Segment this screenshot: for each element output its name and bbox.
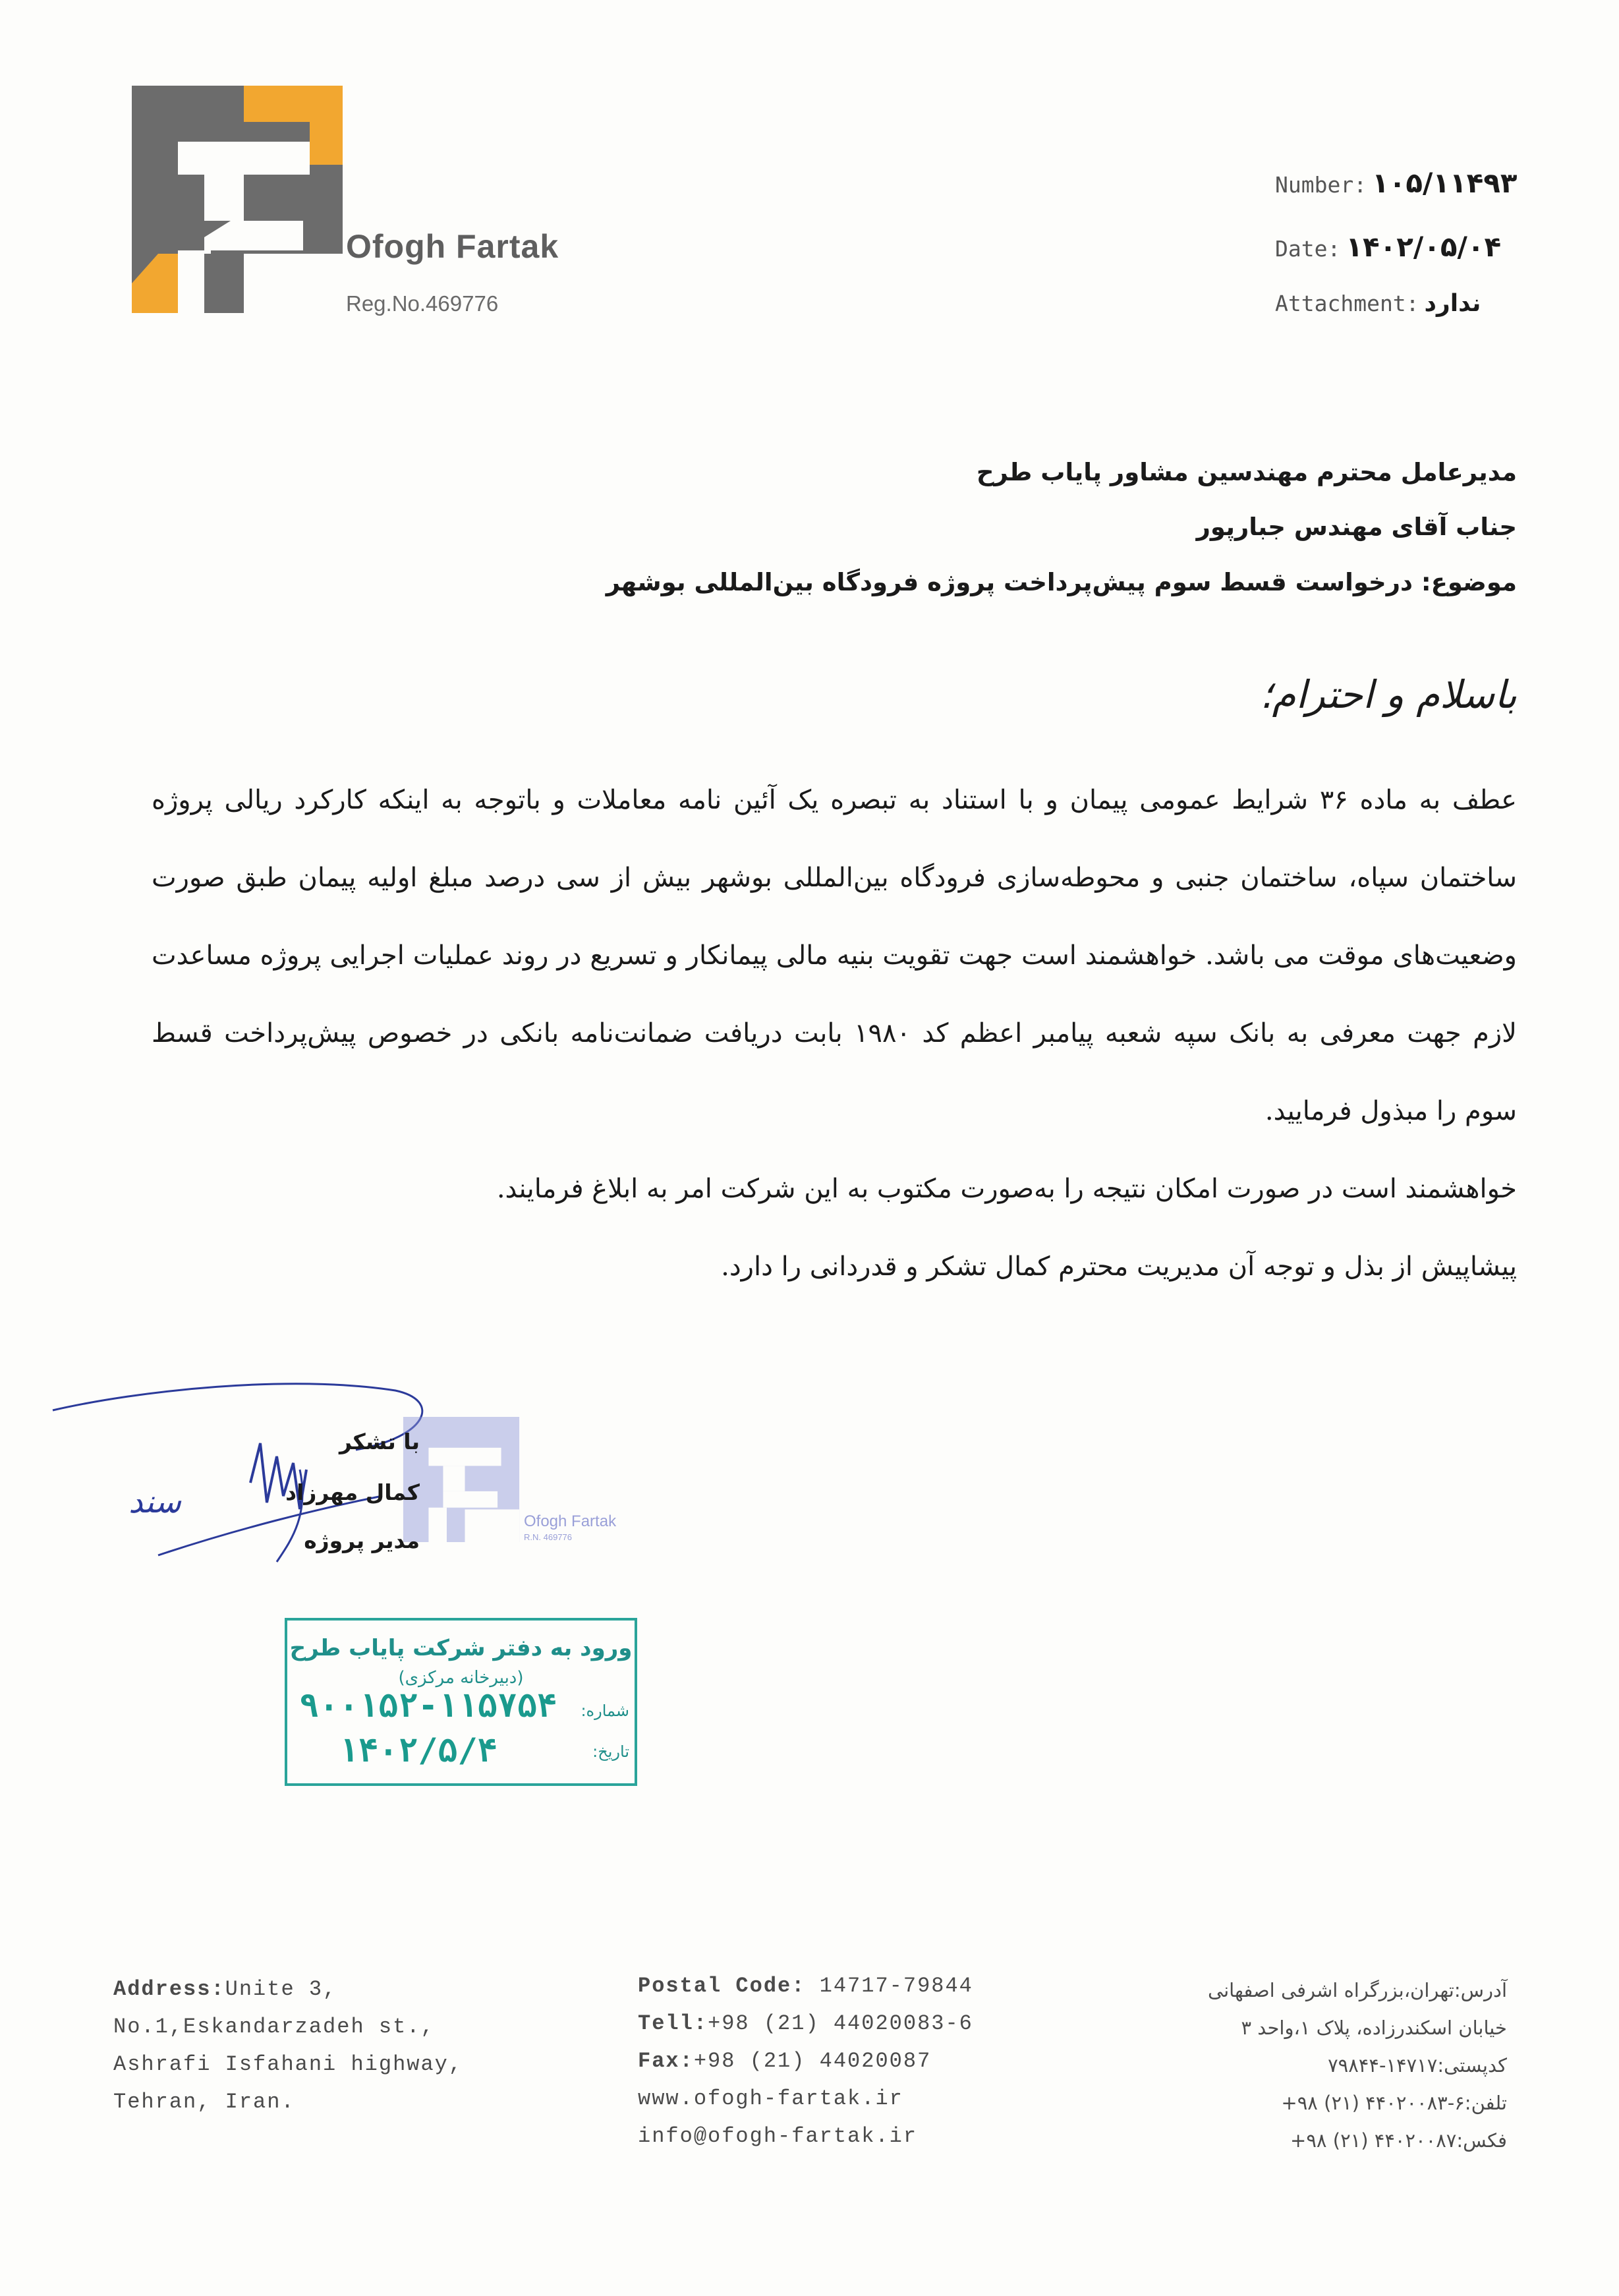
postal-value: 14717-79844 bbox=[805, 1974, 973, 1998]
letter-date-row bbox=[1275, 231, 1501, 263]
company-seal-stamp bbox=[402, 1417, 521, 1542]
fa-postal-line: کدپستی:۱۴۷۱۷-۷۹۸۴۴ bbox=[1328, 2054, 1507, 2077]
footer-contact bbox=[638, 1967, 973, 2155]
fax-value: +98 (21) 44020087 bbox=[693, 2049, 932, 2073]
letter-number-row bbox=[1275, 167, 1518, 199]
address-line-4: Tehran, Iran. bbox=[113, 2090, 295, 2114]
address-line-1: Unite 3, bbox=[225, 1977, 337, 2001]
greeting: باسلام و احترام؛ bbox=[1260, 672, 1517, 717]
number-value: ۱۰۵/۱۱۴۹۳ bbox=[1372, 167, 1518, 199]
closing-text: با تشکر bbox=[339, 1429, 420, 1454]
address-label: Address: bbox=[113, 1977, 225, 2001]
stamp-number-label: شماره: bbox=[581, 1702, 629, 1720]
signature-handwriting: سند bbox=[128, 1483, 181, 1520]
address-line-2: No.1,Eskandarzadeh st., bbox=[113, 2015, 435, 2039]
fa-address-line-1: آدرس:تهران،بزرگراه اشرفی اصفهانی bbox=[1207, 1979, 1507, 2001]
stamp-date-label: تاریخ: bbox=[592, 1742, 629, 1761]
date-label: Date: bbox=[1275, 236, 1341, 262]
registration-number: Reg.No.469776 bbox=[346, 291, 499, 316]
footer-address bbox=[113, 1970, 463, 2121]
attention-line: جناب آقای مهندس جبارپور bbox=[1196, 513, 1517, 541]
website-link[interactable]: www.ofogh-fartak.ir bbox=[638, 2086, 903, 2111]
email-link[interactable]: info@ofogh-fartak.ir bbox=[638, 2124, 918, 2148]
stamp-subtitle: (دبیرخانه مرکزی) bbox=[398, 1668, 524, 1688]
subject-line: موضوع: درخواست قسط سوم پیش‌پرداخت پروژه فرودگاه بین‌المللی بوشهر bbox=[606, 568, 1517, 596]
company-logo bbox=[132, 86, 343, 313]
signer-name: کمال مهرزاد bbox=[285, 1479, 420, 1505]
fa-address-line-2: خیابان اسکندرزاده، پلاک ۱،واحد ۳ bbox=[1241, 2017, 1507, 2039]
body-paragraph-2: خواهشمند است در صورت امکان نتیجه را به‌صورت مکتوب به این شرکت امر به ابلاغ فرمایند. bbox=[496, 1174, 1517, 1204]
seal-company-name: Ofogh Fartak bbox=[524, 1512, 617, 1530]
attachment-label: Attachment: bbox=[1275, 291, 1419, 316]
address-line-3: Ashrafi Isfahani highway, bbox=[113, 2052, 463, 2077]
company-name: Ofogh Fartak bbox=[346, 228, 559, 265]
date-value: ۱۴۰۲/۰۵/۰۴ bbox=[1346, 231, 1502, 263]
postal-label: Postal Code: bbox=[638, 1974, 806, 1998]
recipient-line: مدیرعامل محترم مهندسین مشاور پایاب طرح bbox=[976, 458, 1517, 486]
signer-title: مدیر پروژه bbox=[304, 1528, 420, 1553]
body-paragraph-1: عطف به ماده ۳۶ شرایط عمومی پیمان و با استناد به تبصره یک آئین نامه معاملات و باتوجه به اینکه کارکرد ریالی پروژه ساختمان سپاه، ساختمان جنبی و محوطه‌سازی فرودگاه بین‌المللی بوشهر بیش از سی درصد مبلغ اولیه پیمان طبق صورت وضعیت‌های موقت می باشد. خواهشمند است جهت تقویت بنیه مالی پیمانکار و تسریع در روند عملیات اجرایی پروژه مساعدت لازم جهت معرفی به بانک سپه شعبه پیامبر اعظم کد ۱۹۸۰ بابت دریافت ضمانت‌نامه بانکی در خصوص پیش‌پرداخت قسط سوم را مبذول فرمایید. bbox=[152, 785, 1517, 1126]
attachment-row bbox=[1275, 290, 1481, 317]
stamp-title: ورود به دفتر شرکت پایاب طرح bbox=[289, 1635, 633, 1661]
number-label: Number: bbox=[1275, 172, 1367, 198]
tel-label: Tell: bbox=[638, 2011, 708, 2036]
fa-fax-line: فکس:۴۴۰۲۰۰۸۷ (۲۱) ۹۸+ bbox=[1290, 2129, 1507, 2152]
receipt-stamp bbox=[285, 1618, 637, 1786]
attachment-value: ندارد bbox=[1424, 290, 1481, 317]
fax-label: Fax: bbox=[638, 2049, 694, 2073]
fa-tel-line: تلفن:۶-۴۴۰۲۰۰۸۳ (۲۱) ۹۸+ bbox=[1281, 2092, 1507, 2114]
letter-body bbox=[152, 761, 1517, 1306]
seal-reg-number: R.N. 469776 bbox=[524, 1532, 572, 1542]
stamp-date-value: ۱۴۰۲/۵/۴ bbox=[339, 1731, 497, 1769]
stamp-number-value: ۹۰۰۱۵۲-۱۱۵۷۵۴ bbox=[299, 1686, 557, 1725]
body-paragraph-3: پیشاپیش از بذل و توجه آن مدیریت محترم کمال تشکر و قدردانی را دارد. bbox=[721, 1251, 1517, 1282]
footer-address-persian bbox=[1208, 1972, 1507, 2160]
tel-value: +98 (21) 44020083-6 bbox=[708, 2011, 973, 2036]
